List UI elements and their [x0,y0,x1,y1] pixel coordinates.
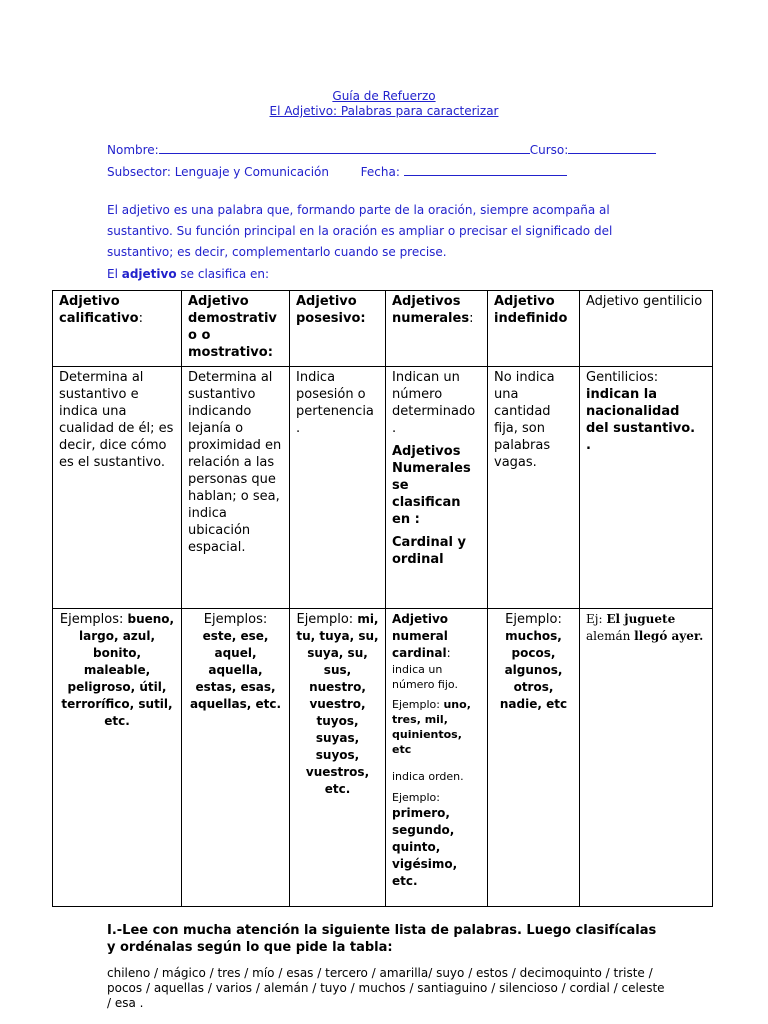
fecha-field[interactable] [404,163,567,176]
curso-label: Curso: [529,143,569,157]
ex-calificativo: Ejemplos: bueno, largo, azul, bonito, maleable, peligroso, útil, terrorífico, sutil, etc. [53,609,182,907]
curso-field[interactable] [568,141,656,154]
classify-line: El adjetivo se clasifica en: [107,267,270,281]
adjective-table [52,290,713,907]
subsector-label: Subsector: Lenguaje y Comunicación [107,165,329,179]
header-gentilicio: Adjetivo gentilicio [580,291,713,367]
exercise-word-list: chileno / mágico / tres / mío / esas / tercero / amarilla/ suyo / estos / decimoquinto / triste / pocos / aquellas / varios / alemán / tuyo / muchos / santiaguino / silencioso / cordial / celeste / esa . [107,966,665,1010]
header-numerales: Adjetivos numerales: [386,291,488,367]
nombre-label: Nombre: [107,143,159,157]
header-indefinido: Adjetivo indefinido [488,291,580,367]
exercise-instruction: I.-Lee con mucha atención la siguiente lista de palabras. Luego clasifícalas y ordénalas según lo que pide la tabla: [107,923,657,955]
def-indefinido: No indica una cantidad fija, son palabras vagas. [488,367,580,609]
nombre-field[interactable] [159,141,530,154]
guide-title: Guía de Refuerzo [332,89,436,103]
ex-numerales: Adjetivo numeral cardinal: indica un número fijo. Ejemplo: uno, tres, mil, quinientos, etc indica orden. Ejemplo: primero, segundo, quinto, vigésimo, etc. [386,609,488,907]
ex-demostrativo: Ejemplos: este, ese, aquel, aquella, estas, esas, aquellas, etc. [182,609,290,907]
header-posesivo: Adjetivo posesivo: [290,291,386,367]
nombre-row [107,141,656,157]
def-demostrativo: Determina al sustantivo indicando lejanía o proximidad en relación a las personas que hablan; o sea, indica ubicación espacial. [182,367,290,609]
table-examples-row [53,609,713,907]
fecha-label: Fecha: [360,165,400,179]
header-demostrativo: Adjetivo demostrativo o mostrativo: [182,291,290,367]
subsector-row [107,163,567,179]
def-numerales: Indican un número determinado . Adjetivos Numerales se clasifican en : Cardinal y ordinal [386,367,488,609]
def-calificativo: Determina al sustantivo e indica una cualidad de él; es decir, dice cómo es el sustantivo. [53,367,182,609]
header-calificativo: Adjetivo calificativo: [53,291,182,367]
table-definition-row [53,367,713,609]
ex-posesivo: Ejemplo: mi, tu, tuya, su, suya, su, sus, nuestro, vuestro, tuyos, suyas, suyos, vuestros, etc. [290,609,386,907]
guide-subtitle: El Adjetivo: Palabras para caracterizar [269,104,499,118]
def-posesivo: Indica posesión o pertenencia . [290,367,386,609]
ex-indefinido: Ejemplo: muchos, pocos, algunos, otros, nadie, etc [488,609,580,907]
adjetivo-word: adjetivo [121,267,177,281]
def-gentilicio: Gentilicios: indican la nacionalidad del sustantivo. . [580,367,713,609]
ex-gentilicio: Ej: El juguete alemán llegó ayer. [580,609,713,907]
intro-paragraph: El adjetivo es una palabra que, formando parte de la oración, siempre acompaña al sustantivo. Su función principal en la oración es ampliar o precisar el significado del sustantivo; es decir, complementarlo cuando se precise. [107,203,613,259]
table-header-row [53,291,713,367]
